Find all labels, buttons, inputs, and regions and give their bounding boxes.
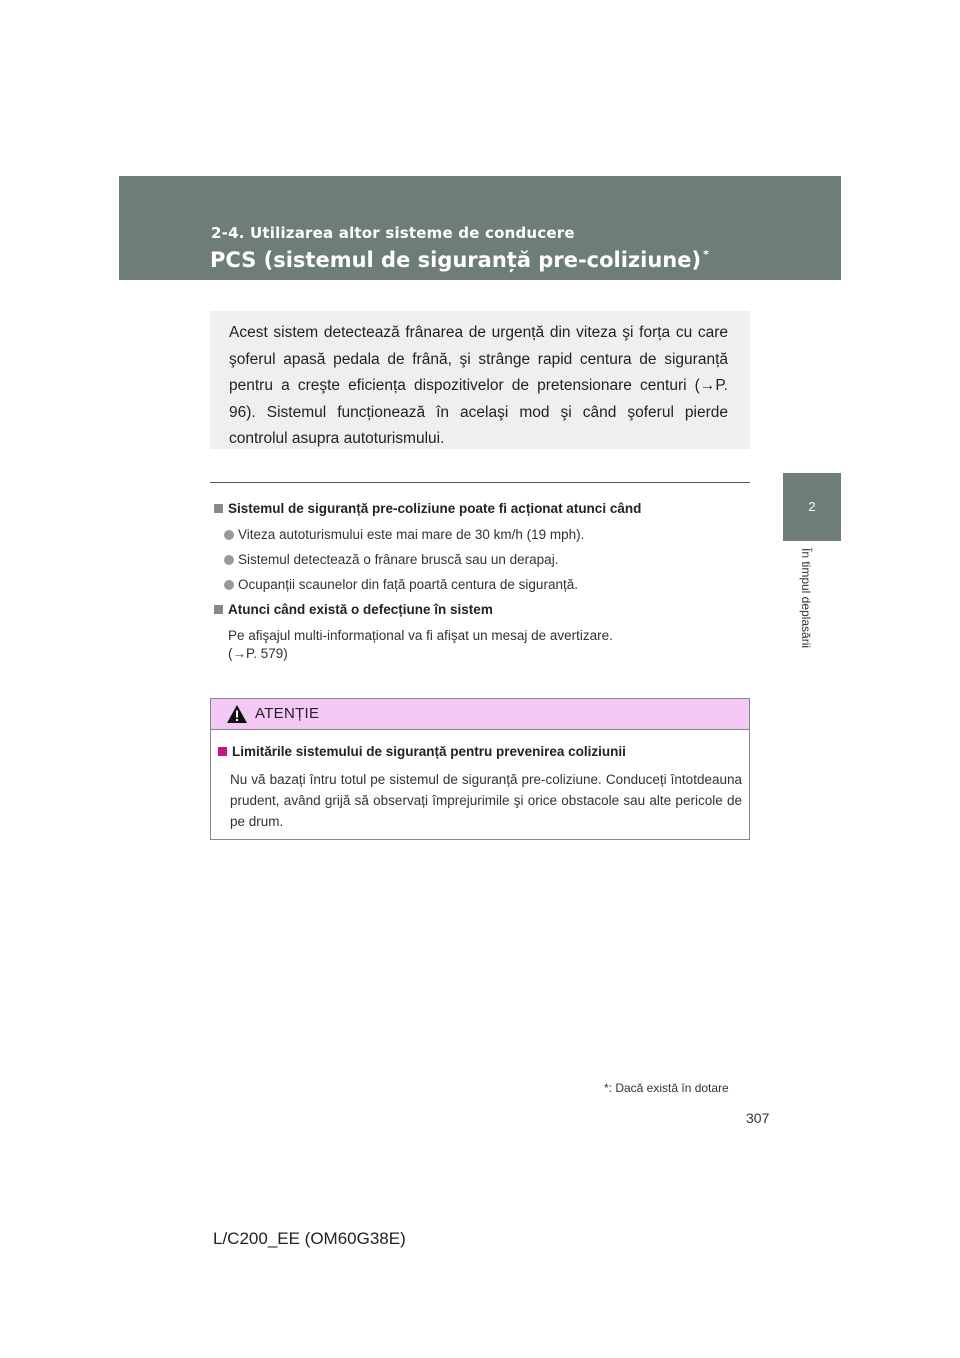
activation-heading-text: Sistemul de siguranță pre-coliziune poate fi acționat atunci când bbox=[228, 501, 642, 516]
malfunction-heading-text: Atunci când există o defecțiune în sistem bbox=[228, 602, 493, 617]
model-code: L/C200_EE (OM60G38E) bbox=[213, 1229, 406, 1248]
caution-header bbox=[211, 699, 749, 730]
list-item-text: Sistemul detectează o frânare bruscă sau un derapaj. bbox=[238, 552, 559, 567]
malfunction-text: Pe afişajul multi-informațional va fi afişat un mesaj de avertizare. bbox=[228, 628, 613, 643]
chapter-number: 2 bbox=[808, 499, 816, 514]
main-content bbox=[214, 500, 744, 663]
malfunction-heading bbox=[214, 601, 744, 627]
circle-bullet-icon bbox=[224, 530, 234, 540]
square-bullet-icon bbox=[214, 605, 223, 614]
intro-box bbox=[210, 311, 750, 449]
circle-bullet-icon bbox=[224, 580, 234, 590]
divider bbox=[210, 482, 750, 483]
chapter-label: În timpul deplasării bbox=[799, 548, 813, 649]
square-bullet-icon bbox=[218, 747, 227, 756]
square-bullet-icon bbox=[214, 504, 223, 513]
warning-icon bbox=[226, 704, 248, 724]
page-title bbox=[210, 248, 709, 272]
list-item bbox=[224, 551, 744, 576]
list-item-text: Ocupanții scaunelor din față poartă centura de siguranță. bbox=[238, 577, 578, 592]
intro-text: Acest sistem detectează frânarea de urgență din viteza şi forța cu care şoferul apasă pedala de frână, şi strânge rapid centura de siguranță pentru a creşte eficiența dispozitivelor de pretensionare centuri (→P. 96). Sistemul funcționează în acelaşi mod şi când şoferul pierde controlul asupra autoturismului. bbox=[229, 324, 728, 447]
page-title-text: PCS (sistemul de siguranță pre-coliziune) bbox=[210, 248, 702, 272]
section-label: 2-4. Utilizarea altor sisteme de conducere bbox=[211, 224, 575, 242]
list-item bbox=[224, 526, 744, 551]
caution-body bbox=[211, 730, 749, 832]
availability-marker: * bbox=[703, 248, 709, 261]
footnote: *: Dacă există în dotare bbox=[604, 1081, 729, 1095]
page-number: 307 bbox=[746, 1110, 770, 1126]
caution-heading bbox=[218, 743, 742, 761]
caution-title: ATENȚIE bbox=[255, 705, 320, 722]
chapter-tab[interactable] bbox=[783, 473, 841, 541]
caution-heading-text: Limitările sistemului de siguranță pentru prevenirea coliziunii bbox=[232, 744, 626, 759]
list-item-text: Viteza autoturismului este mai mare de 30 km/h (19 mph). bbox=[238, 527, 585, 542]
page-reference-link[interactable]: (→P. 579) bbox=[228, 646, 288, 661]
list-item bbox=[224, 576, 744, 601]
caution-text: Nu vă bazați întru totul pe sistemul de siguranță pre-coliziune. Conduceți întotdeauna prudent, având grijă să observați împrejurimile şi orice obstacole sau alte pericole de pe drum. bbox=[230, 772, 742, 829]
activation-heading bbox=[214, 500, 744, 526]
caution-box bbox=[210, 698, 750, 840]
circle-bullet-icon bbox=[224, 555, 234, 565]
